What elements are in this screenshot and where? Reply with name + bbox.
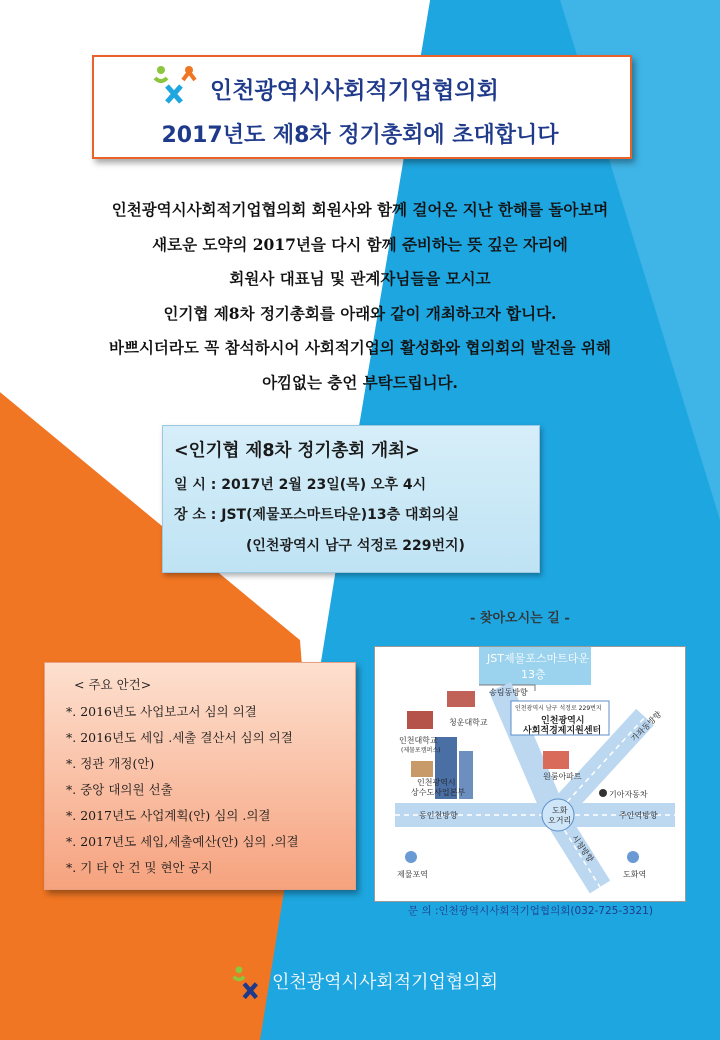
map-label: 시청방향 xyxy=(569,833,596,864)
map-label: 인천광역시 xyxy=(541,716,585,726)
agenda-box xyxy=(44,662,356,890)
directions-title: - 찾아오시는 길 - xyxy=(470,611,570,626)
footer-org-name: 인천광역시사회적기업협의회 xyxy=(272,972,499,993)
intro-line: 새로운 도약의 2017년을 다시 함께 준비하는 뜻 깊은 자리에 xyxy=(152,234,568,254)
intro-paragraph xyxy=(20,193,700,400)
org-name-title: 인천광역시사회적기업협의회 xyxy=(210,78,499,104)
org-logo-icon xyxy=(153,64,199,104)
map-label: 동인천방향 xyxy=(419,811,458,820)
map-building-floor: 13층 xyxy=(521,668,546,681)
intro-line: 회원사 대표님 및 관계자님들을 모시고 xyxy=(229,269,491,288)
agenda-item: *. 중앙 대의원 선출 xyxy=(66,782,173,797)
map-roads xyxy=(375,647,685,901)
map-label: 오거리 xyxy=(548,816,572,825)
map-label: 주안역방향 xyxy=(619,811,658,820)
contact-info: 문 의 :인천광역시사회적기업협의회(032-725-3321) xyxy=(408,905,653,917)
agenda-item: *. 기 타 안 건 및 현안 공지 xyxy=(66,860,213,875)
map-label: 가좌동방향 xyxy=(629,709,664,744)
intro-line: 바쁘시더라도 꼭 참석하시어 사회적기업의 활성화와 협의회의 발전을 위해 xyxy=(109,338,611,357)
agenda-heading: < 주요 안건> xyxy=(74,677,152,692)
agenda-item: *. 2016년도 사업보고서 심의 의결 xyxy=(66,704,257,719)
map-label: 사회적경제지원센터 xyxy=(523,726,602,736)
map-label: (제물포캠퍼스) xyxy=(401,747,441,754)
map-label: 도화역 xyxy=(623,870,647,879)
map-label: 인천광역시 남구 석정로 229번지 xyxy=(515,705,602,712)
map-label: 인천광역시 xyxy=(417,778,456,787)
event-title: 2017년도 제8차 정기총회에 초대합니다 xyxy=(161,123,559,148)
location-map xyxy=(374,646,686,902)
footer-logo-icon xyxy=(232,964,272,1000)
agenda-item: *. 2017년도 세입,세출예산(안) 심의 .의결 xyxy=(66,834,299,849)
intro-line: 인천광역시사회적기업협의회 회원사와 함께 걸어온 지난 한해를 돌아보며 xyxy=(111,200,609,219)
event-place: 장 소 : JST(제물포스마트타운)13층 대회의실 xyxy=(174,507,460,523)
map-label: 상수도사업본부 xyxy=(411,788,466,797)
intro-line: 인기협 제8차 정기총회를 아래와 같이 개최하고자 합니다. xyxy=(163,303,557,323)
map-building-label: JST제물포스마트타운 xyxy=(487,652,589,665)
event-heading: <인기협 제8차 정기총회 개최> xyxy=(174,441,420,461)
map-label: 제물포역 xyxy=(397,870,428,879)
map-label: 원룸아파트 xyxy=(543,772,582,781)
agenda-item: *. 2017년도 사업계획(안) 심의 .의결 xyxy=(66,808,271,823)
agenda-item: *. 2016년도 세입 .세출 결산서 심의 의결 xyxy=(66,730,293,745)
map-label: 기아자동차 xyxy=(609,790,648,799)
intro-line: 아낌없는 충언 부탁드립니다. xyxy=(262,372,458,392)
map-label: 청운대학교 xyxy=(449,718,488,727)
map-label: 인천대학교 xyxy=(399,736,438,745)
map-label: 송림동방향 xyxy=(489,688,528,697)
event-date: 일 시 : 2017년 2월 23일(목) 오후 4시 xyxy=(174,477,427,493)
agenda-item: *. 정관 개정(안) xyxy=(66,756,155,771)
map-label: 도화 xyxy=(552,806,568,815)
event-address: (인천광역시 남구 석정로 229번지) xyxy=(246,538,465,554)
